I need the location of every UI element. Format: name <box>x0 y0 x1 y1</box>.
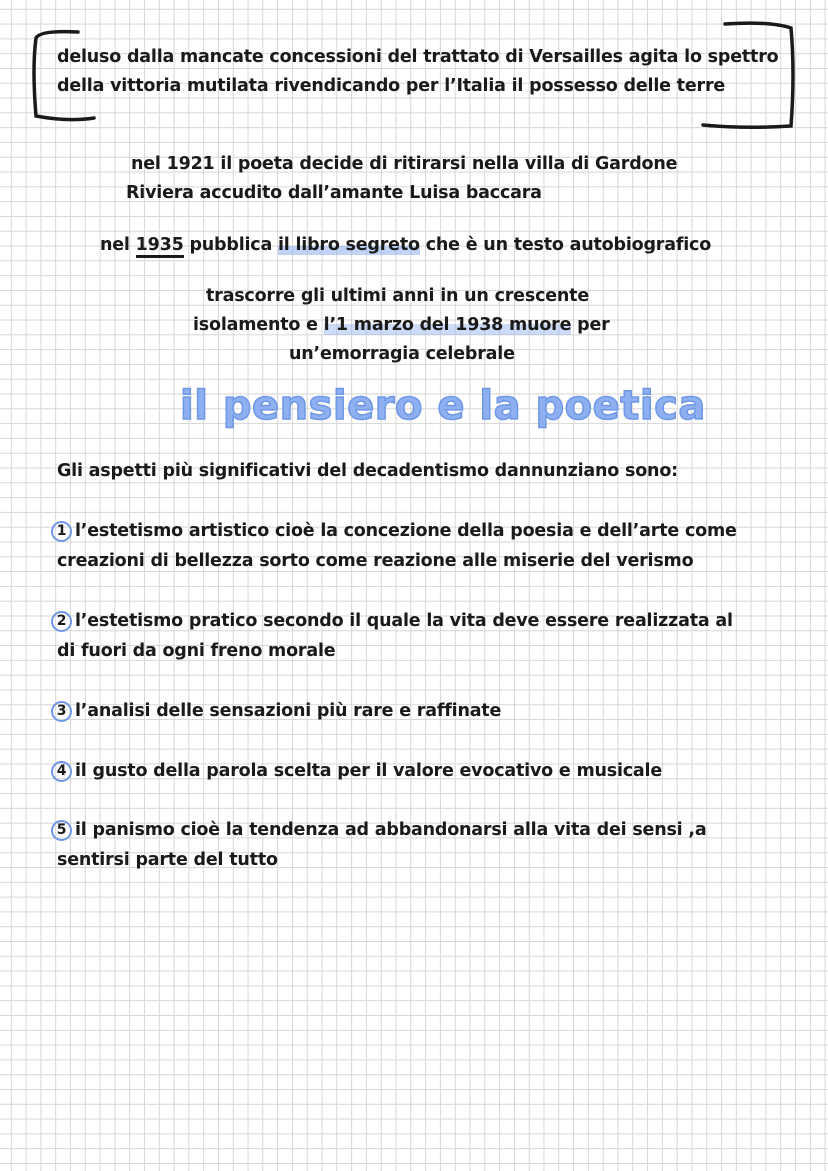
p1935-rest: che è un testo autobiografico <box>425 235 712 255</box>
aspects-intro: Gli aspetti più significativi del decadentismo dannunziano sono: <box>57 461 678 481</box>
p1921-line-2: Riviera accudito dall’amante Luisa baccara <box>126 183 542 203</box>
aspect-3-text: l’analisi delle sensazioni più rare e raffinate <box>75 701 502 721</box>
aspect-item-3 <box>51 701 501 722</box>
last-years-line-3: un’emorragia celebrale <box>289 344 515 364</box>
section-title: il pensiero e la poetica <box>180 383 706 429</box>
number-2-circle: 2 <box>51 611 72 632</box>
number-3-circle: 3 <box>51 701 72 722</box>
p1935-pre: nel <box>100 235 130 255</box>
aspect-4-text: il gusto della parola scelta per il valore evocativo e musicale <box>75 761 663 781</box>
number-4-circle: 4 <box>51 761 72 782</box>
aspect-item-2-line-1 <box>51 611 733 632</box>
intro-line-2: della vittoria mutilata rivendicando per l’Italia il possesso delle terre <box>57 76 726 96</box>
aspect-item-2-line-2: di fuori da ogni freno morale <box>57 641 336 661</box>
aspect-item-1-line-1 <box>51 521 737 542</box>
p1935-verb: pubblica <box>189 235 273 255</box>
aspect-1-text: l’estetismo artistico cioè la concezione della poesia e dell’arte come <box>75 521 737 541</box>
aspect-item-4 <box>51 761 662 782</box>
aspect-5-text: il panismo cioè la tendenza ad abbandonarsi alla vita dei sensi ,a <box>75 820 707 840</box>
book-title-highlight: il libro segreto <box>277 235 420 255</box>
p1935-line <box>100 235 711 255</box>
death-date-highlight: l’1 marzo del 1938 muore <box>323 315 572 335</box>
number-1-circle: 1 <box>51 521 72 542</box>
aspect-item-5-line-2: sentirsi parte del tutto <box>57 850 278 870</box>
p1921-line-1: nel 1921 il poeta decide di ritirarsi nella villa di Gardone <box>131 154 678 174</box>
number-5-circle: 5 <box>51 820 72 841</box>
aspect-item-5-line-1 <box>51 820 706 841</box>
last-years-line-2 <box>193 315 610 335</box>
last-years-post: per <box>577 315 610 335</box>
intro-line-1: deluso dalla mancate concessioni del trattato di Versailles agita lo spettro <box>57 47 779 67</box>
year-1935: 1935 <box>136 235 184 258</box>
aspect-item-1-line-2: creazioni di bellezza sorto come reazione alle miserie del verismo <box>57 551 694 571</box>
last-years-line-1: trascorre gli ultimi anni in un crescente <box>206 286 590 306</box>
aspect-2-text: l’estetismo pratico secondo il quale la vita deve essere realizzata al <box>75 611 733 631</box>
last-years-pre: isolamento e <box>193 315 318 335</box>
